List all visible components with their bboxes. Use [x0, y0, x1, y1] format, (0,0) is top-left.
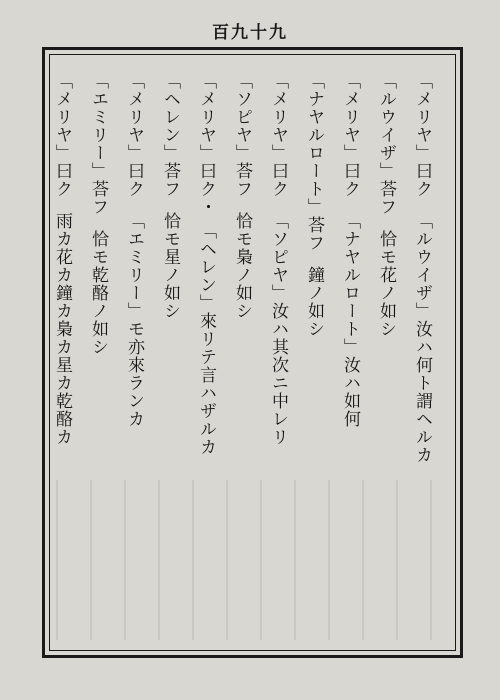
utterance: 「ルウイザ」汝ハ何ト謂ヘルカ — [412, 212, 432, 464]
speaker: 「メリヤ」曰ク — [52, 72, 72, 198]
utterance: 「ソピヤ」汝ハ其次ニ中レリ — [268, 212, 288, 446]
utterance: 恰モ梟ノ如シ — [232, 212, 252, 320]
text-line — [118, 72, 150, 632]
speaker: 「ルウイザ」荅フ — [376, 72, 396, 216]
text-line — [190, 72, 222, 632]
text-line — [298, 72, 330, 632]
speaker: 「メリヤ」曰ク — [340, 72, 360, 198]
text-line — [406, 72, 438, 632]
text-line — [46, 72, 78, 632]
utterance: 恰モ花ノ如シ — [376, 230, 396, 338]
text-line — [82, 72, 114, 632]
text-line — [262, 72, 294, 632]
utterance: 恰モ乾酪ノ如シ — [88, 230, 108, 356]
text-line — [226, 72, 258, 632]
utterance: 「ナヤルロート」汝ハ如何 — [340, 212, 360, 428]
speaker: 「ナヤルロート」荅フ — [304, 72, 324, 252]
speaker: 「エミリー」荅フ — [88, 72, 108, 216]
page-number: 百九十九 — [212, 23, 288, 43]
utterance: 「ヘレン」來リテ言ハザルカ — [196, 222, 216, 456]
text-line — [154, 72, 186, 632]
speaker: 「メリヤ」曰ク・ — [196, 72, 216, 216]
speaker: 「メリヤ」曰ク — [268, 72, 288, 198]
text-line — [370, 72, 402, 632]
utterance: 雨カ花カ鐘カ梟カ星カ乾酪カ — [52, 212, 72, 446]
speaker: 「ヘレン」荅フ — [160, 72, 180, 198]
utterance: 恰モ星ノ如シ — [160, 212, 180, 320]
text-columns — [46, 72, 438, 632]
speaker: 「ソピヤ」荅フ — [232, 72, 252, 198]
text-line — [334, 72, 366, 632]
speaker: 「メリヤ」曰ク — [124, 72, 144, 198]
utterance: 「エミリー」モ亦來ランカ — [124, 212, 144, 428]
utterance: 鐘ノ如シ — [304, 266, 324, 338]
speaker: 「メリヤ」曰ク — [412, 72, 432, 198]
